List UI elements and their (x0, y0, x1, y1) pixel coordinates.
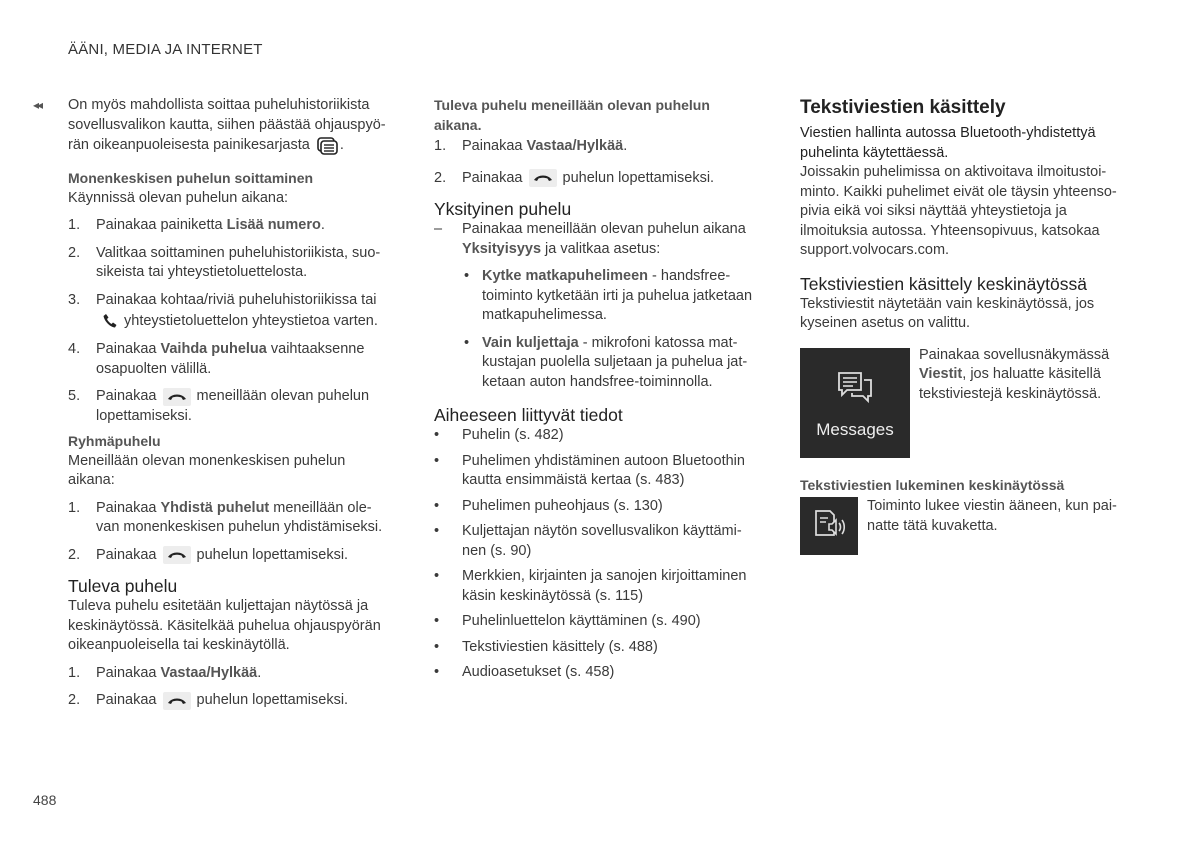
messages-app-tile[interactable] (800, 348, 910, 458)
read-aloud-button[interactable] (800, 497, 858, 555)
hang-up-icon (163, 388, 191, 406)
list-item: 5. Painakaa meneillään olevan puhelun lopettamiseksi. (68, 388, 370, 424)
column-right (800, 96, 1135, 555)
continued-marker: ◂◂ (33, 98, 42, 112)
list-item: 2. Painakaa puhelun lopettamiseksi. (434, 169, 715, 186)
list-item: 1. Painakaa Vastaa/Hylkää. (68, 664, 262, 681)
incoming-during-steps (434, 137, 774, 188)
list-item: 3. Painakaa kohtaa/riviä puheluhistoriikissa tai yhteystietoluettelon yhteystietoa varten. (68, 291, 400, 333)
page-number: 488 (33, 792, 57, 808)
private-call-options (434, 267, 774, 392)
multi-call-subtitle: Käynnissä olevan puhelun aikana: (68, 189, 289, 206)
related-link[interactable]: • Audioasetukset (s. 458) (434, 664, 615, 680)
group-call-heading: Ryhmäpuhelu (68, 433, 161, 450)
list-item: 1. Painakaa Yhdistä puhelut meneillään ole- van monenkeskisen puhelun yhdistämiseksi. (68, 499, 383, 536)
incoming-call-text: Tuleva puhelu esitetään kuljettajan näytössä ja keskinäytössä. Käsitelkää puhelua ohjauspyörän oikeanpuoleisella tai keskinäytöllä. (68, 598, 381, 654)
section-title: Tekstiviestien käsittely (800, 97, 1006, 118)
intro-text: On myös mahdollista soittaa puheluhistoriikista sovellusvalikon kautta, siihen päästää ohjauspyö- rän oikeanpuoleisesta painikesarjasta . (68, 96, 400, 155)
incoming-call-steps (68, 664, 400, 711)
center-display-heading: Tekstiviestien käsittely keskinäytössä (800, 273, 1087, 294)
related-link[interactable]: • Merkkien, kirjainten ja sanojen kirjoittaminen käsin keskinäytössä (s. 115) (434, 568, 747, 604)
multi-call-steps (68, 216, 400, 426)
related-link[interactable]: • Kuljettajan näytön sovellusvalikon käyttämi- nen (s. 90) (434, 523, 742, 559)
related-link[interactable]: • Tekstiviestien käsittely (s. 488) (434, 638, 658, 655)
messages-instruction: Painakaa sovellusnäkymässä Viestit, jos haluatte käsitellä tekstiviestejä keskinäytössä. (919, 346, 1110, 402)
list-item: • Kytke matkapuhelimeen - handsfree- toiminto kytketään irti ja puhelua jatketaan matkapuhelimessa. (464, 268, 753, 323)
list-item: 1. Painakaa painiketta Lisää numero. (68, 217, 325, 234)
column-middle (434, 96, 774, 683)
related-link[interactable]: • Puhelin (s. 482) (434, 427, 564, 443)
group-call-steps (68, 499, 400, 566)
hang-up-icon (163, 692, 191, 710)
phone-handset-icon (96, 310, 124, 332)
read-aloud-icon (811, 507, 847, 546)
related-links (434, 426, 774, 683)
page-header: ÄÄNI, MEDIA JA INTERNET (68, 41, 263, 58)
private-call-heading: Yksityinen puhelu (434, 199, 572, 219)
list-item: • Vain kuljettaja - mikrofoni katossa mat- kustajan puolella suljetaan ja puhelua jat- ketaan auton handsfree-toiminnolla. (464, 334, 748, 390)
reading-text: Toiminto lukee viestin ääneen, kun pai- natte tätä kuvaketta. (867, 498, 1117, 534)
related-link[interactable]: • Puhelimen puheohjaus (s. 130) (434, 497, 663, 514)
group-call-subtitle: Meneillään olevan monenkeskisen puhelun aikana: (68, 452, 346, 489)
menu-button-icon (314, 135, 340, 155)
section-lead: Viestien hallinta autossa Bluetooth-yhdistettyä puhelinta käytettäessä. (800, 125, 1096, 161)
incoming-during-heading: Tuleva puhelu meneillään olevan puhelun aikana. (434, 97, 710, 133)
hang-up-icon (163, 546, 191, 564)
column-left (68, 96, 400, 711)
list-item: 2. Painakaa puhelun lopettamiseksi. (68, 546, 349, 563)
private-call-instruction: – Painakaa meneillään olevan puhelun aikana Yksityisyys ja valitkaa asetus: (434, 221, 746, 257)
hang-up-icon (529, 169, 557, 187)
related-link[interactable]: • Puhelinluettelon käyttäminen (s. 490) (434, 613, 701, 629)
section-body: Joissakin puhelimissa on aktivoitava ilmoitustoi- minto. Kaikki puhelimet eivät ole täysin yhteenso- pivia eikä voi siksi näyttää yhteystietoja ja ilmoituksia autossa. Yhteensopivuus, katsokaa support.volvocars.com. (800, 164, 1117, 258)
related-link[interactable]: • Puhelimen yhdistäminen autoon Bluetoothin kautta ensimmäistä kertaa (s. 483) (434, 452, 745, 488)
message-bubbles-icon (835, 370, 875, 413)
list-item: 1. Painakaa Vastaa/Hylkää. (434, 138, 628, 154)
list-item: 2. Painakaa puhelun lopettamiseksi. (68, 692, 349, 709)
reading-row (800, 497, 1135, 555)
list-item: 4. Painakaa Vaihda puhelua vaihtaaksenne osapuolten välillä. (68, 341, 365, 377)
related-heading: Aiheeseen liittyvät tiedot (434, 405, 623, 425)
messages-row (800, 346, 1135, 458)
incoming-call-heading: Tuleva puhelu (68, 576, 178, 597)
list-item: 2. Valitkaa soittaminen puheluhistoriikista, suo- sikeista tai yhteystietoluettelosta. (68, 244, 381, 281)
reading-heading: Tekstiviestien lukeminen keskinäytössä (800, 476, 1065, 493)
center-display-text: Tekstiviestit näytetään vain keskinäytössä, jos kyseinen asetus on valittu. (800, 295, 1095, 331)
multi-call-heading: Monenkeskisen puhelun soittaminen (68, 170, 314, 187)
messages-tile-label: Messages (816, 420, 894, 439)
